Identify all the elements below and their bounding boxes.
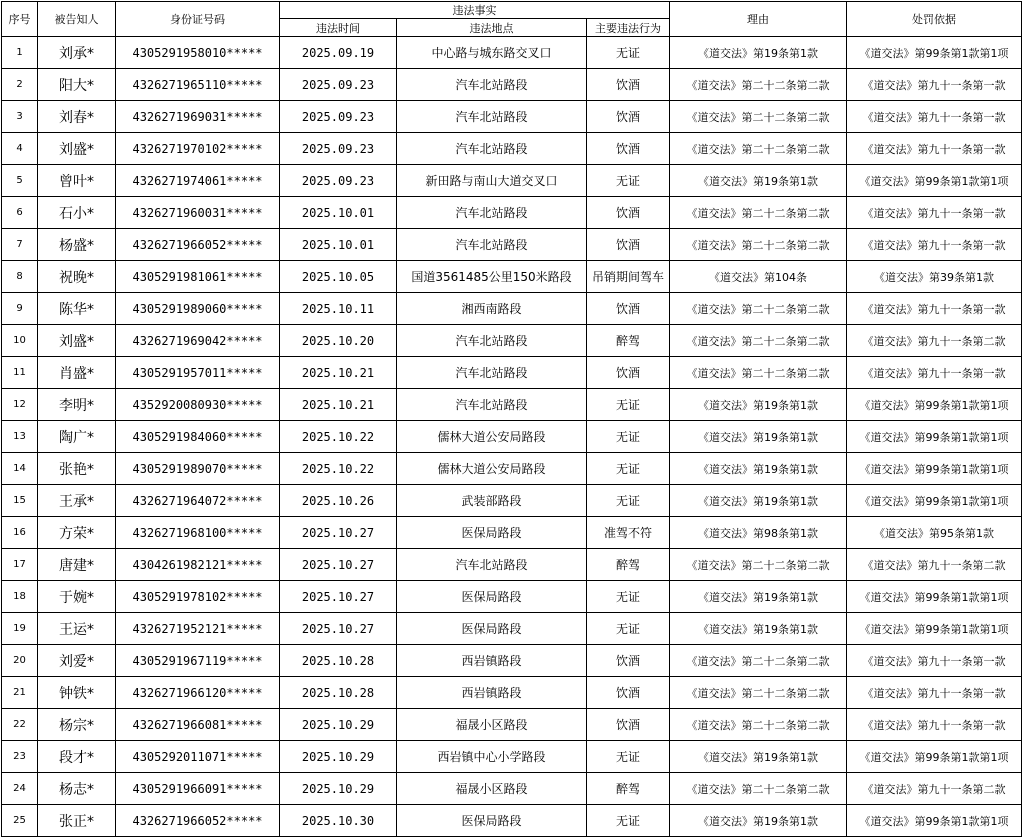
violation-place: 医保局路段 xyxy=(397,805,587,837)
penalty-basis: 《道交法》第九十一条第一款 xyxy=(847,709,1022,741)
violation-act: 无证 xyxy=(587,389,670,421)
reason-text: 《道交法》第19条第1款 xyxy=(670,581,847,613)
row-number: 14 xyxy=(2,453,38,485)
violation-act: 醉驾 xyxy=(587,549,670,581)
row-number: 25 xyxy=(2,805,38,837)
table-row xyxy=(2,645,1022,677)
table-row xyxy=(2,421,1022,453)
person-name: 祝晚* xyxy=(38,261,116,293)
violation-act: 无证 xyxy=(587,741,670,773)
id-number: 4352920080930***** xyxy=(116,389,280,421)
penalty-basis: 《道交法》第九十一条第一款 xyxy=(847,101,1022,133)
reason-text: 《道交法》第19条第1款 xyxy=(670,613,847,645)
reason-text: 《道交法》第二十二条第二款 xyxy=(670,357,847,389)
id-number: 4326271966052***** xyxy=(116,805,280,837)
reason-text: 《道交法》第104条 xyxy=(670,261,847,293)
violation-place: 福晟小区路段 xyxy=(397,773,587,805)
table-row xyxy=(2,133,1022,165)
table-row xyxy=(2,325,1022,357)
person-name: 曾叶* xyxy=(38,165,116,197)
person-name: 杨盛* xyxy=(38,229,116,261)
row-number: 9 xyxy=(2,293,38,325)
person-name: 方荣* xyxy=(38,517,116,549)
violation-place: 汽车北站路段 xyxy=(397,101,587,133)
row-number: 8 xyxy=(2,261,38,293)
person-name: 于婉* xyxy=(38,581,116,613)
table-row xyxy=(2,37,1022,69)
reason-text: 《道交法》第二十二条第二款 xyxy=(670,709,847,741)
violation-act: 饮酒 xyxy=(587,229,670,261)
table-body xyxy=(2,37,1022,837)
header-place: 违法地点 xyxy=(397,19,587,37)
violation-time: 2025.10.20 xyxy=(280,325,397,357)
table-row xyxy=(2,389,1022,421)
id-number: 4305291981061***** xyxy=(116,261,280,293)
person-name: 刘承* xyxy=(38,37,116,69)
violation-time: 2025.10.22 xyxy=(280,453,397,485)
violation-time: 2025.10.01 xyxy=(280,197,397,229)
table-row xyxy=(2,613,1022,645)
person-name: 陶广* xyxy=(38,421,116,453)
violation-act: 饮酒 xyxy=(587,101,670,133)
penalty-basis: 《道交法》第39条第1款 xyxy=(847,261,1022,293)
header-no: 序号 xyxy=(2,2,38,37)
penalty-basis: 《道交法》第九十一条第二款 xyxy=(847,773,1022,805)
violation-act: 吊销期间驾车 xyxy=(587,261,670,293)
violation-time: 2025.10.22 xyxy=(280,421,397,453)
penalty-basis: 《道交法》第九十一条第二款 xyxy=(847,325,1022,357)
table-row xyxy=(2,101,1022,133)
reason-text: 《道交法》第二十二条第二款 xyxy=(670,229,847,261)
penalty-basis: 《道交法》第九十一条第二款 xyxy=(847,549,1022,581)
person-name: 段才* xyxy=(38,741,116,773)
violation-act: 无证 xyxy=(587,453,670,485)
penalty-basis: 《道交法》第99条第1款第1项 xyxy=(847,485,1022,517)
violation-time: 2025.10.21 xyxy=(280,389,397,421)
penalty-basis: 《道交法》第95条第1款 xyxy=(847,517,1022,549)
violation-table xyxy=(1,1,1022,837)
violation-place: 汽车北站路段 xyxy=(397,357,587,389)
id-number: 4326271969042***** xyxy=(116,325,280,357)
violation-time: 2025.09.23 xyxy=(280,69,397,101)
row-number: 15 xyxy=(2,485,38,517)
id-number: 4305291989070***** xyxy=(116,453,280,485)
penalty-basis: 《道交法》第99条第1款第1项 xyxy=(847,421,1022,453)
table-row xyxy=(2,709,1022,741)
violation-act: 醉驾 xyxy=(587,325,670,357)
person-name: 陈华* xyxy=(38,293,116,325)
id-number: 4326271966081***** xyxy=(116,709,280,741)
violation-time: 2025.10.29 xyxy=(280,709,397,741)
id-number: 4326271960031***** xyxy=(116,197,280,229)
violation-time: 2025.10.05 xyxy=(280,261,397,293)
person-name: 肖盛* xyxy=(38,357,116,389)
violation-act: 饮酒 xyxy=(587,197,670,229)
table-row xyxy=(2,197,1022,229)
violation-act: 饮酒 xyxy=(587,133,670,165)
header-time: 违法时间 xyxy=(280,19,397,37)
table-row xyxy=(2,773,1022,805)
person-name: 王承* xyxy=(38,485,116,517)
violation-act: 饮酒 xyxy=(587,709,670,741)
violation-place: 汽车北站路段 xyxy=(397,325,587,357)
person-name: 石小* xyxy=(38,197,116,229)
reason-text: 《道交法》第二十二条第二款 xyxy=(670,325,847,357)
header-basis: 处罚依据 xyxy=(847,2,1022,37)
id-number: 4326271974061***** xyxy=(116,165,280,197)
violation-act: 准驾不符 xyxy=(587,517,670,549)
table-row xyxy=(2,677,1022,709)
reason-text: 《道交法》第二十二条第二款 xyxy=(670,133,847,165)
reason-text: 《道交法》第19条第1款 xyxy=(670,805,847,837)
id-number: 4326271965110***** xyxy=(116,69,280,101)
table-row xyxy=(2,517,1022,549)
violation-place: 医保局路段 xyxy=(397,581,587,613)
violation-act: 无证 xyxy=(587,37,670,69)
violation-act: 醉驾 xyxy=(587,773,670,805)
penalty-basis: 《道交法》第九十一条第一款 xyxy=(847,197,1022,229)
violation-time: 2025.10.01 xyxy=(280,229,397,261)
violation-place: 西岩镇路段 xyxy=(397,677,587,709)
penalty-basis: 《道交法》第99条第1款第1项 xyxy=(847,37,1022,69)
penalty-basis: 《道交法》第99条第1款第1项 xyxy=(847,165,1022,197)
person-name: 钟铁* xyxy=(38,677,116,709)
reason-text: 《道交法》第二十二条第二款 xyxy=(670,645,847,677)
row-number: 21 xyxy=(2,677,38,709)
violation-place: 湘西南路段 xyxy=(397,293,587,325)
reason-text: 《道交法》第二十二条第二款 xyxy=(670,197,847,229)
violation-place: 医保局路段 xyxy=(397,613,587,645)
violation-act: 饮酒 xyxy=(587,677,670,709)
reason-text: 《道交法》第19条第1款 xyxy=(670,421,847,453)
reason-text: 《道交法》第二十二条第二款 xyxy=(670,549,847,581)
id-number: 4305292011071***** xyxy=(116,741,280,773)
row-number: 24 xyxy=(2,773,38,805)
violation-act: 无证 xyxy=(587,165,670,197)
penalty-basis: 《道交法》第99条第1款第1项 xyxy=(847,741,1022,773)
row-number: 11 xyxy=(2,357,38,389)
row-number: 2 xyxy=(2,69,38,101)
violation-place: 汽车北站路段 xyxy=(397,389,587,421)
person-name: 张正* xyxy=(38,805,116,837)
violation-time: 2025.10.21 xyxy=(280,357,397,389)
person-name: 李明* xyxy=(38,389,116,421)
person-name: 刘盛* xyxy=(38,325,116,357)
header-facts: 违法事实 xyxy=(280,2,670,19)
violation-place: 西岩镇路段 xyxy=(397,645,587,677)
header-act: 主要违法行为 xyxy=(587,19,670,37)
header-reason: 理由 xyxy=(670,2,847,37)
reason-text: 《道交法》第二十二条第二款 xyxy=(670,101,847,133)
person-name: 杨志* xyxy=(38,773,116,805)
penalty-basis: 《道交法》第九十一条第一款 xyxy=(847,645,1022,677)
row-number: 4 xyxy=(2,133,38,165)
violation-act: 无证 xyxy=(587,421,670,453)
violation-time: 2025.10.27 xyxy=(280,517,397,549)
violation-act: 无证 xyxy=(587,613,670,645)
reason-text: 《道交法》第19条第1款 xyxy=(670,37,847,69)
row-number: 5 xyxy=(2,165,38,197)
table-row xyxy=(2,581,1022,613)
id-number: 4305291957011***** xyxy=(116,357,280,389)
row-number: 3 xyxy=(2,101,38,133)
violation-time: 2025.10.29 xyxy=(280,773,397,805)
table-row xyxy=(2,485,1022,517)
violation-time: 2025.09.23 xyxy=(280,101,397,133)
row-number: 6 xyxy=(2,197,38,229)
violation-act: 饮酒 xyxy=(587,357,670,389)
reason-text: 《道交法》第二十二条第二款 xyxy=(670,293,847,325)
violation-time: 2025.09.23 xyxy=(280,133,397,165)
violation-time: 2025.10.27 xyxy=(280,549,397,581)
person-name: 唐建* xyxy=(38,549,116,581)
id-number: 4326271952121***** xyxy=(116,613,280,645)
row-number: 1 xyxy=(2,37,38,69)
row-number: 20 xyxy=(2,645,38,677)
violation-act: 饮酒 xyxy=(587,69,670,101)
violation-place: 汽车北站路段 xyxy=(397,133,587,165)
person-name: 阳大* xyxy=(38,69,116,101)
id-number: 4304261982121***** xyxy=(116,549,280,581)
person-name: 刘春* xyxy=(38,101,116,133)
penalty-basis: 《道交法》第99条第1款第1项 xyxy=(847,389,1022,421)
person-name: 杨宗* xyxy=(38,709,116,741)
violation-act: 无证 xyxy=(587,485,670,517)
violation-act: 无证 xyxy=(587,581,670,613)
header-id: 身份证号码 xyxy=(116,2,280,37)
id-number: 4305291967119***** xyxy=(116,645,280,677)
violation-place: 汽车北站路段 xyxy=(397,197,587,229)
violation-time: 2025.10.28 xyxy=(280,645,397,677)
violation-time: 2025.09.23 xyxy=(280,165,397,197)
penalty-basis: 《道交法》第99条第1款第1项 xyxy=(847,805,1022,837)
id-number: 4305291984060***** xyxy=(116,421,280,453)
penalty-basis: 《道交法》第九十一条第一款 xyxy=(847,677,1022,709)
id-number: 4326271970102***** xyxy=(116,133,280,165)
violation-time: 2025.10.26 xyxy=(280,485,397,517)
penalty-basis: 《道交法》第99条第1款第1项 xyxy=(847,613,1022,645)
row-number: 13 xyxy=(2,421,38,453)
violation-place: 汽车北站路段 xyxy=(397,549,587,581)
row-number: 17 xyxy=(2,549,38,581)
penalty-basis: 《道交法》第99条第1款第1项 xyxy=(847,453,1022,485)
table-row xyxy=(2,805,1022,837)
violation-place: 福晟小区路段 xyxy=(397,709,587,741)
violation-place: 国道3561485公里150米路段 xyxy=(397,261,587,293)
id-number: 4305291966091***** xyxy=(116,773,280,805)
header-name: 被告知人 xyxy=(38,2,116,37)
row-number: 10 xyxy=(2,325,38,357)
violation-time: 2025.10.27 xyxy=(280,581,397,613)
violation-place: 儒林大道公安局路段 xyxy=(397,421,587,453)
table-row xyxy=(2,261,1022,293)
violation-time: 2025.09.19 xyxy=(280,37,397,69)
reason-text: 《道交法》第19条第1款 xyxy=(670,165,847,197)
table-row xyxy=(2,293,1022,325)
reason-text: 《道交法》第19条第1款 xyxy=(670,453,847,485)
id-number: 4326271966120***** xyxy=(116,677,280,709)
violation-act: 饮酒 xyxy=(587,293,670,325)
table-row xyxy=(2,69,1022,101)
id-number: 4326271968100***** xyxy=(116,517,280,549)
violation-place: 儒林大道公安局路段 xyxy=(397,453,587,485)
id-number: 4326271969031***** xyxy=(116,101,280,133)
violation-time: 2025.10.28 xyxy=(280,677,397,709)
violation-place: 西岩镇中心小学路段 xyxy=(397,741,587,773)
violation-place: 汽车北站路段 xyxy=(397,229,587,261)
reason-text: 《道交法》第二十二条第二款 xyxy=(670,677,847,709)
violation-place: 医保局路段 xyxy=(397,517,587,549)
id-number: 4305291958010***** xyxy=(116,37,280,69)
violation-time: 2025.10.30 xyxy=(280,805,397,837)
violation-time: 2025.10.11 xyxy=(280,293,397,325)
reason-text: 《道交法》第二十二条第二款 xyxy=(670,69,847,101)
violation-place: 中心路与城东路交叉口 xyxy=(397,37,587,69)
violation-place: 新田路与南山大道交叉口 xyxy=(397,165,587,197)
penalty-basis: 《道交法》第九十一条第一款 xyxy=(847,133,1022,165)
violation-place: 武装部路段 xyxy=(397,485,587,517)
row-number: 7 xyxy=(2,229,38,261)
row-number: 22 xyxy=(2,709,38,741)
penalty-basis: 《道交法》第九十一条第一款 xyxy=(847,293,1022,325)
table-row xyxy=(2,229,1022,261)
id-number: 4305291989060***** xyxy=(116,293,280,325)
person-name: 张艳* xyxy=(38,453,116,485)
row-number: 16 xyxy=(2,517,38,549)
id-number: 4305291978102***** xyxy=(116,581,280,613)
violation-place: 汽车北站路段 xyxy=(397,69,587,101)
table-row xyxy=(2,453,1022,485)
penalty-basis: 《道交法》第九十一条第一款 xyxy=(847,357,1022,389)
violation-time: 2025.10.27 xyxy=(280,613,397,645)
row-number: 23 xyxy=(2,741,38,773)
row-number: 19 xyxy=(2,613,38,645)
row-number: 12 xyxy=(2,389,38,421)
penalty-basis: 《道交法》第九十一条第一款 xyxy=(847,69,1022,101)
violation-time: 2025.10.29 xyxy=(280,741,397,773)
reason-text: 《道交法》第19条第1款 xyxy=(670,741,847,773)
reason-text: 《道交法》第19条第1款 xyxy=(670,485,847,517)
person-name: 王运* xyxy=(38,613,116,645)
reason-text: 《道交法》第98条第1款 xyxy=(670,517,847,549)
penalty-basis: 《道交法》第99条第1款第1项 xyxy=(847,581,1022,613)
violation-act: 饮酒 xyxy=(587,645,670,677)
reason-text: 《道交法》第二十二条第二款 xyxy=(670,773,847,805)
person-name: 刘盛* xyxy=(38,133,116,165)
penalty-basis: 《道交法》第九十一条第一款 xyxy=(847,229,1022,261)
id-number: 4326271966052***** xyxy=(116,229,280,261)
reason-text: 《道交法》第19条第1款 xyxy=(670,389,847,421)
person-name: 刘爱* xyxy=(38,645,116,677)
table-row xyxy=(2,357,1022,389)
table-row xyxy=(2,741,1022,773)
violation-act: 无证 xyxy=(587,805,670,837)
row-number: 18 xyxy=(2,581,38,613)
table-row xyxy=(2,165,1022,197)
table-row xyxy=(2,549,1022,581)
id-number: 4326271964072***** xyxy=(116,485,280,517)
